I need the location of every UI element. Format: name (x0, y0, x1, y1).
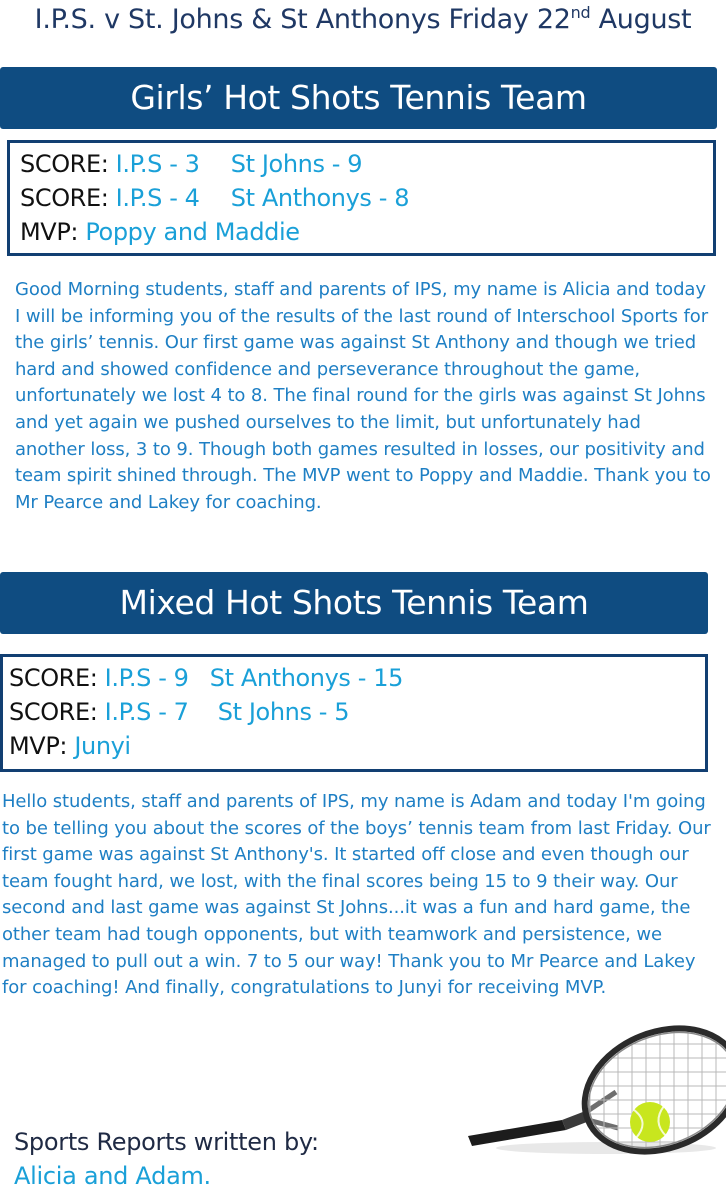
credit-names: Alicia and Adam. (14, 1162, 211, 1190)
girls-score-row-2 (20, 181, 713, 215)
tennis-racket-icon (466, 1024, 726, 1160)
mvp-label: MVP: (9, 732, 68, 760)
opponent-score: St Anthonys - 8 (230, 184, 410, 212)
mixed-report-paragraph: Hello students, staff and parents of IPS, my name is Adam and today I'm going to be telling you about the scores of the boys’ tennis team from last Friday. Our first game was against St Anthony's. It started off close and even though our team fought hard, we lost, with the final scores being 15 to 9 their way. Our second and last game was against St Johns...it was a fun and hard game, the other team had tough opponents, but with teamwork and persistence, we managed to pull out a win. 7 to 5 our way! Thank you to Mr Pearce and Lakey for coaching! And finally, congratulations to Junyi for receiving MVP. (2, 791, 711, 999)
mvp-value: Junyi (74, 732, 131, 760)
mixed-score-box (0, 654, 708, 772)
mixed-team-banner: Mixed Hot Shots Tennis Team (0, 572, 708, 634)
title-end: August (590, 4, 692, 35)
ips-score: I.P.S - 9 (104, 664, 189, 692)
opponent-score: St Johns - 9 (230, 150, 363, 178)
girls-score-box (7, 140, 716, 256)
mvp-label: MVP: (20, 218, 79, 246)
title-main: I.P.S. v St. Johns & St Anthonys Friday 22 (34, 4, 571, 35)
girls-mvp-row (20, 215, 713, 249)
girls-team-banner: Girls’ Hot Shots Tennis Team (0, 67, 717, 129)
page-title (0, 4, 726, 35)
tennis-ball-icon (630, 1102, 670, 1142)
opponent-score: St Anthonys - 15 (209, 664, 403, 692)
mixed-score-row-2 (9, 695, 705, 729)
ips-score: I.P.S - 3 (115, 150, 200, 178)
girls-score-row-1 (20, 147, 713, 181)
score-label: SCORE: (20, 150, 109, 178)
credit-label: Sports Reports written by: (14, 1128, 319, 1156)
opponent-score: St Johns - 5 (217, 698, 350, 726)
girls-report-paragraph: Good Morning students, staff and parents of IPS, my name is Alicia and today I will be informing you of the results of the last round of Interschool Sports for the girls’ tennis. Our first game was against St Anthony and though we tried hard and showed confidence and perseverance throughout the game, unfortunately we lost 4 to 8. The final round for the girls was against St Johns and yet again we pushed ourselves to the limit, but unfortunately had another loss, 3 to 9. Though both games resulted in losses, our positivity and team spirit shined through. The MVP went to Poppy and Maddie. Thank you to Mr Pearce and Lakey for coaching. (15, 279, 711, 513)
title-superscript: nd (570, 3, 591, 22)
ips-score: I.P.S - 7 (104, 698, 189, 726)
mixed-mvp-row (9, 729, 705, 763)
score-label: SCORE: (9, 698, 98, 726)
mixed-score-row-1 (9, 661, 705, 695)
ips-score: I.P.S - 4 (115, 184, 200, 212)
score-label: SCORE: (20, 184, 109, 212)
mvp-value: Poppy and Maddie (85, 218, 300, 246)
score-label: SCORE: (9, 664, 98, 692)
